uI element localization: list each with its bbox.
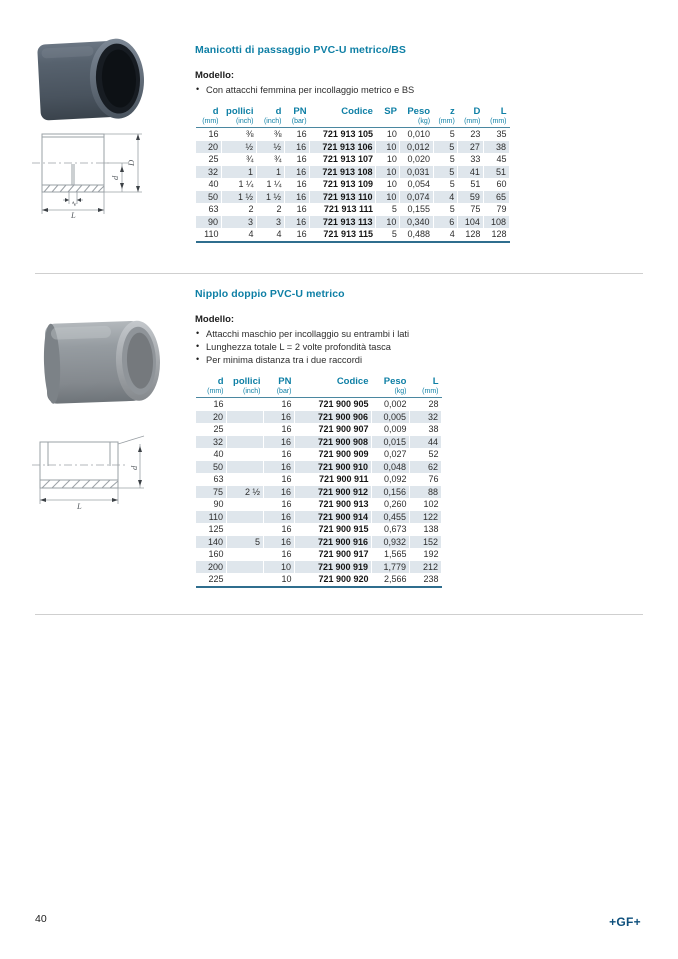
column-unit: (kg)	[372, 387, 410, 398]
table-row	[196, 511, 442, 524]
data-cell: 10	[376, 141, 400, 154]
table-row	[196, 436, 442, 449]
codice-cell: 721 900 909	[318, 449, 369, 460]
data-cell: 2	[276, 204, 282, 215]
table-row	[196, 561, 442, 574]
codice-cell: 721 900 912	[295, 486, 372, 499]
data-cell: 40	[213, 449, 224, 460]
data-cell: 27	[458, 141, 484, 154]
nipple-photo-graphic	[38, 314, 166, 410]
data-cell: 45	[496, 154, 507, 165]
data-cell: 16	[213, 399, 224, 410]
data-cell: 25	[208, 154, 219, 165]
data-cell: 128	[483, 228, 509, 242]
table-row	[196, 486, 442, 499]
data-cell	[227, 511, 264, 524]
data-cell: ⅜	[245, 129, 254, 140]
codice-cell: 721 900 910	[295, 461, 372, 474]
data-cell: 50	[196, 461, 227, 474]
data-cell: 44	[410, 436, 442, 449]
table-row	[196, 191, 510, 204]
data-cell: 2	[248, 204, 254, 215]
data-cell: 5	[376, 228, 400, 242]
data-cell: 35	[496, 129, 507, 140]
dim-label-L: L	[77, 501, 82, 510]
data-cell: 16	[281, 399, 292, 410]
table-row	[196, 398, 442, 411]
data-cell: 152	[410, 536, 442, 549]
data-cell: 10	[386, 179, 397, 190]
data-cell: 20	[196, 411, 227, 424]
column-unit	[295, 387, 372, 398]
data-cell: 16	[284, 166, 309, 179]
data-cell: ½	[256, 141, 284, 154]
data-cell: 0,054	[407, 179, 431, 190]
codice-cell: 721 913 107	[322, 154, 373, 165]
column-header: D	[473, 106, 481, 117]
data-cell	[227, 523, 264, 536]
codice-cell: 721 900 915	[318, 524, 369, 535]
data-cell: 16	[281, 424, 292, 435]
data-cell: 122	[410, 511, 442, 524]
section-nipplo	[195, 288, 445, 588]
data-cell: 0,092	[383, 474, 407, 485]
data-cell: 5	[449, 179, 455, 190]
column-unit	[376, 117, 400, 128]
column-header: Codice	[341, 106, 373, 117]
dim-label-d: d	[129, 465, 139, 470]
table-row	[196, 498, 442, 511]
data-cell: 52	[428, 449, 439, 460]
data-cell: 5	[449, 129, 455, 140]
data-cell	[227, 461, 264, 474]
data-cell: 16	[281, 549, 292, 560]
table-row	[196, 523, 442, 536]
data-cell: 1 ½	[222, 191, 257, 204]
codice-cell: 721 913 105	[322, 129, 373, 140]
codice-cell: 721 913 113	[310, 216, 376, 229]
section-title: Nipplo doppio PVC-U metrico	[195, 288, 345, 300]
data-cell: 65	[483, 191, 509, 204]
data-cell: 38	[483, 141, 509, 154]
data-cell: 16	[264, 486, 295, 499]
data-cell: 16	[296, 204, 307, 215]
table-row	[196, 166, 510, 179]
column-unit: (mm)	[196, 387, 227, 398]
data-cell: 38	[428, 424, 439, 435]
data-cell: 0,009	[383, 424, 407, 435]
data-cell: 0,027	[383, 449, 407, 460]
data-cell: 32	[196, 436, 227, 449]
data-cell: 32	[196, 166, 222, 179]
page-number: 40	[35, 913, 47, 925]
data-cell: 75	[470, 204, 481, 215]
table-row	[196, 128, 510, 141]
codice-cell: 721 900 919	[295, 561, 372, 574]
data-cell: 160	[208, 549, 224, 560]
data-cell: 16	[284, 191, 309, 204]
codice-cell: 721 900 908	[295, 436, 372, 449]
data-cell: 1 ¼	[238, 179, 254, 190]
column-header: PN	[293, 106, 307, 117]
data-cell: 225	[196, 573, 227, 587]
data-cell: 76	[428, 474, 439, 485]
data-cell	[227, 398, 264, 411]
table-row	[196, 473, 442, 486]
codice-cell: 721 900 916	[295, 536, 372, 549]
data-cell: 200	[196, 561, 227, 574]
data-cell: 3	[256, 216, 284, 229]
data-cell: 16	[281, 499, 292, 510]
data-cell: 16	[264, 436, 295, 449]
data-cell: 5	[227, 536, 264, 549]
column-header: d	[275, 106, 282, 117]
column-unit	[310, 117, 376, 128]
model-label: Modello:	[195, 70, 235, 81]
data-cell: 110	[196, 228, 222, 242]
data-cell: 20	[196, 141, 222, 154]
data-cell: 16	[296, 154, 307, 165]
data-cell	[227, 436, 264, 449]
data-cell: ¾	[245, 154, 254, 165]
table-row	[196, 411, 442, 424]
data-cell: 5	[433, 166, 458, 179]
data-cell: 16	[296, 129, 307, 140]
data-cell: 0,010	[407, 129, 431, 140]
data-cell: 5	[449, 154, 455, 165]
data-cell	[227, 411, 264, 424]
data-cell: 40	[208, 179, 219, 190]
column-header: pollici	[233, 376, 261, 387]
codice-cell: 721 913 110	[310, 191, 376, 204]
section-title: Manicotti di passaggio PVC-U metrico/BS	[195, 44, 407, 56]
codice-cell: 721 913 111	[323, 204, 373, 215]
table-row	[196, 573, 442, 587]
model-bullet: • Con attacchi femmina per incollaggio metrico e BS	[195, 84, 510, 97]
data-cell: 1,565	[383, 549, 407, 560]
data-cell: 16	[264, 511, 295, 524]
dim-label-z: z	[68, 199, 79, 207]
column-header: Peso	[407, 106, 431, 117]
column-header: PN	[278, 376, 292, 387]
column-unit: (mm)	[196, 117, 222, 128]
data-cell: 0,455	[372, 511, 410, 524]
column-header: d	[212, 106, 219, 117]
gf-logo: +GF+	[609, 915, 641, 929]
dim-label-d: d	[110, 175, 120, 180]
data-cell: 0,031	[400, 166, 433, 179]
data-cell: 0,932	[372, 536, 410, 549]
data-cell: 50	[196, 191, 222, 204]
column-unit: (kg)	[400, 117, 433, 128]
table-row	[196, 178, 510, 191]
model-bullet-list	[195, 84, 510, 97]
data-cell: 88	[410, 486, 442, 499]
data-cell: 16	[296, 179, 307, 190]
data-cell: 0,340	[400, 216, 433, 229]
data-cell: 0,074	[400, 191, 433, 204]
column-header: Codice	[336, 376, 369, 387]
data-cell: 0,488	[400, 228, 433, 242]
data-cell: 51	[470, 179, 481, 190]
column-header: SP	[384, 106, 397, 117]
table-row	[196, 461, 442, 474]
data-cell: 33	[470, 154, 481, 165]
data-cell: 0,155	[407, 204, 431, 215]
data-cell: 0,156	[372, 486, 410, 499]
codice-cell: 721 900 913	[318, 499, 369, 510]
data-cell: 0,005	[372, 411, 410, 424]
data-cell: 0,020	[407, 154, 431, 165]
data-cell: 4	[433, 228, 458, 242]
dim-label-L: L	[71, 210, 76, 220]
data-cell	[227, 561, 264, 574]
data-cell: 238	[410, 573, 442, 587]
codice-cell: 721 913 115	[310, 228, 376, 242]
data-cell: 10	[376, 216, 400, 229]
column-unit: (bar)	[284, 117, 309, 128]
data-cell: 16	[208, 129, 219, 140]
data-cell	[227, 498, 264, 511]
column-header: L	[432, 376, 439, 387]
section-divider	[35, 614, 643, 615]
column-header: L	[500, 106, 507, 117]
data-cell: 16	[281, 474, 292, 485]
model-label: Modello:	[195, 314, 235, 325]
data-cell: 10	[376, 166, 400, 179]
data-cell: 28	[428, 399, 439, 410]
data-cell: 59	[458, 191, 484, 204]
data-cell: 110	[196, 511, 227, 524]
data-cell: 23	[470, 129, 481, 140]
data-cell: 0,015	[372, 436, 410, 449]
data-cell	[227, 423, 264, 436]
section-divider	[35, 273, 643, 274]
column-unit: (inch)	[222, 117, 257, 128]
data-cell: ⅜	[273, 129, 282, 140]
data-cell: 1	[256, 166, 284, 179]
data-cell: 75	[196, 486, 227, 499]
table-row	[196, 153, 510, 166]
product-photo-socket	[35, 34, 147, 126]
socket-drawing-graphic	[28, 126, 170, 220]
data-cell: 0,012	[400, 141, 433, 154]
data-cell: 108	[483, 216, 509, 229]
data-cell: 16	[284, 141, 309, 154]
table-row	[196, 423, 442, 436]
data-cell: 5	[433, 141, 458, 154]
column-header: Peso	[383, 376, 407, 387]
data-cell: 4	[222, 228, 257, 242]
data-cell: 3	[222, 216, 257, 229]
nipple-drawing-graphic	[28, 434, 166, 510]
codice-cell: 721 900 906	[295, 411, 372, 424]
nipple-data-table	[195, 376, 442, 588]
data-cell: ½	[222, 141, 257, 154]
data-cell: 128	[458, 228, 484, 242]
data-cell: ¾	[273, 154, 282, 165]
data-cell: 4	[433, 191, 458, 204]
codice-cell: 721 913 109	[322, 179, 373, 190]
data-cell: 5	[449, 204, 455, 215]
data-cell: 16	[264, 411, 295, 424]
codice-cell: 721 900 917	[318, 549, 369, 560]
data-cell: 125	[208, 524, 224, 535]
data-cell: 90	[213, 499, 224, 510]
data-cell: 2,566	[372, 573, 410, 587]
data-cell: 10	[386, 154, 397, 165]
data-cell	[227, 573, 264, 587]
data-cell: 192	[423, 549, 439, 560]
data-cell: 90	[196, 216, 222, 229]
data-cell: 16	[284, 228, 309, 242]
column-unit: (mm)	[433, 117, 458, 128]
model-bullet: • Lunghezza totale L = 2 volte profondità tasca	[195, 341, 445, 354]
data-cell: 0,002	[383, 399, 407, 410]
data-cell: 140	[196, 536, 227, 549]
product-photo-nipple	[38, 314, 166, 410]
column-unit: (mm)	[483, 117, 509, 128]
data-cell: 2 ½	[227, 486, 264, 499]
column-header: z	[450, 106, 455, 117]
data-cell: 0,048	[372, 461, 410, 474]
table-row	[196, 228, 510, 242]
codice-cell: 721 900 920	[295, 573, 372, 587]
codice-cell: 721 900 914	[295, 511, 372, 524]
codice-cell: 721 900 911	[318, 474, 369, 485]
model-bullet: • Attacchi maschio per incollaggio su entrambi i lati	[195, 328, 445, 341]
data-cell: 6	[433, 216, 458, 229]
data-cell: 16	[264, 536, 295, 549]
socket-data-table	[195, 106, 510, 243]
table-row	[196, 448, 442, 461]
data-cell: 138	[423, 524, 439, 535]
data-cell: 51	[483, 166, 509, 179]
technical-drawing-socket	[28, 126, 170, 220]
data-cell: 62	[410, 461, 442, 474]
data-cell: 16	[281, 449, 292, 460]
data-cell: 1	[222, 166, 257, 179]
data-cell	[227, 448, 264, 461]
data-cell: 10	[264, 573, 295, 587]
model-bullet: • Per minima distanza tra i due raccordi	[195, 354, 445, 367]
data-cell: 10	[386, 129, 397, 140]
socket-photo-graphic	[35, 34, 147, 126]
data-cell: 0,260	[383, 499, 407, 510]
codice-cell: 721 913 108	[310, 166, 376, 179]
data-cell	[227, 473, 264, 486]
codice-cell: 721 913 106	[310, 141, 376, 154]
data-cell: 104	[458, 216, 484, 229]
column-unit: (bar)	[264, 387, 295, 398]
column-unit: (mm)	[458, 117, 484, 128]
data-cell: 41	[458, 166, 484, 179]
data-cell: 25	[213, 424, 224, 435]
data-cell: 63	[213, 474, 224, 485]
table-row	[196, 216, 510, 229]
data-cell: 60	[496, 179, 507, 190]
dim-label-D: D	[126, 159, 136, 166]
data-cell: 10	[264, 561, 295, 574]
data-cell: 16	[264, 461, 295, 474]
section-manicotti	[195, 44, 510, 243]
model-bullet-list	[195, 328, 445, 367]
column-unit: (mm)	[410, 387, 442, 398]
table-row	[196, 536, 442, 549]
data-cell: 102	[423, 499, 439, 510]
codice-cell: 721 900 907	[318, 424, 369, 435]
data-cell: 1 ½	[256, 191, 284, 204]
data-cell: 79	[496, 204, 507, 215]
technical-drawing-nipple	[28, 434, 166, 510]
column-header: pollici	[226, 106, 254, 117]
data-cell: 0,673	[383, 524, 407, 535]
column-unit: (inch)	[227, 387, 264, 398]
data-cell: 16	[284, 216, 309, 229]
data-cell: 32	[410, 411, 442, 424]
codice-cell: 721 900 905	[318, 399, 369, 410]
data-cell: 1 ¼	[266, 179, 282, 190]
column-unit: (inch)	[256, 117, 284, 128]
data-cell: 16	[281, 524, 292, 535]
table-row	[196, 203, 510, 216]
data-cell: 10	[376, 191, 400, 204]
data-cell	[227, 548, 264, 561]
table-row	[196, 548, 442, 561]
column-header: d	[217, 376, 224, 387]
data-cell: 212	[410, 561, 442, 574]
data-cell: 4	[256, 228, 284, 242]
table-row	[196, 141, 510, 154]
data-cell: 1,779	[372, 561, 410, 574]
data-cell: 63	[208, 204, 219, 215]
data-cell: 5	[391, 204, 397, 215]
